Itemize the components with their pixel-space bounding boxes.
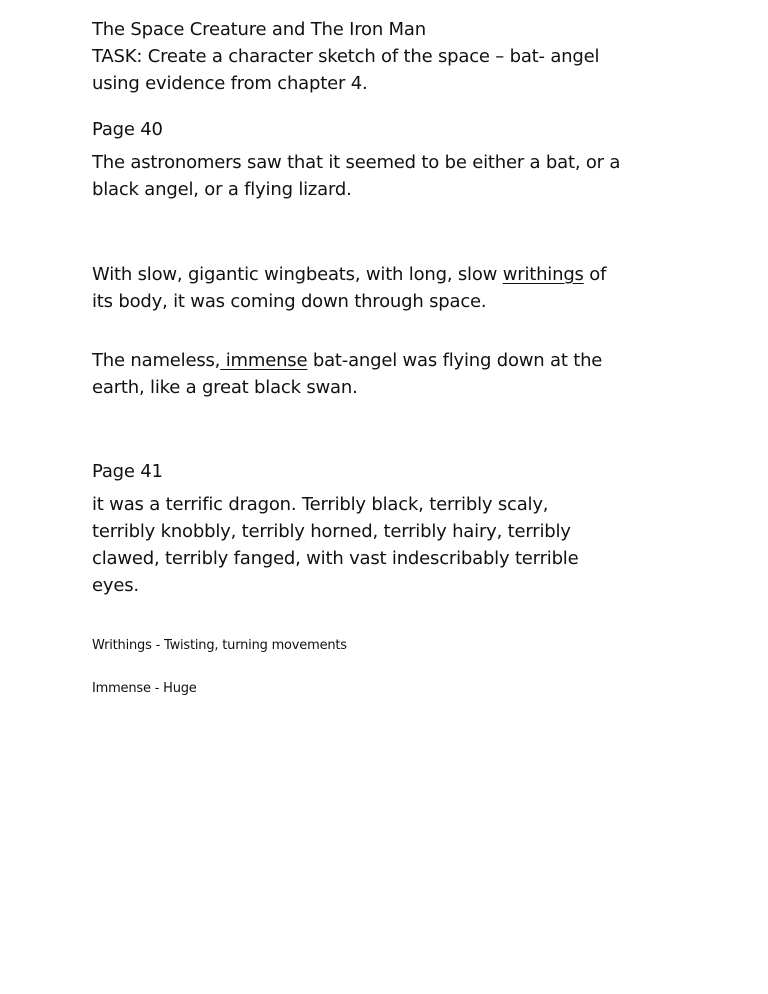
quote-line: it was a terrific dragon. Terribly black, terribly scaly,	[92, 494, 549, 515]
text: bat-angel was flying down at the	[307, 350, 603, 371]
page41-heading	[92, 458, 163, 485]
glossary-writhings	[92, 637, 347, 655]
quote-line: its body, it was coming down through space.	[92, 291, 487, 312]
underlined-word: writhings	[502, 264, 584, 285]
quote-line: black angel, or a flying lizard.	[92, 179, 352, 200]
quote-line	[92, 261, 606, 288]
page40-quote-1	[92, 149, 620, 203]
text: The nameless,	[92, 350, 221, 371]
document-title: The Space Creature and The Iron Man	[92, 19, 426, 40]
task-line-1: TASK: Create a character sketch of the space – bat- angel	[92, 46, 600, 67]
page-heading: Page 40	[92, 119, 163, 140]
page-heading: Page 41	[92, 461, 163, 482]
glossary-entry: Immense - Huge	[92, 681, 197, 696]
underlined-word: immense	[220, 350, 308, 371]
glossary-entry: Writhings - Twisting, turning movements	[92, 638, 347, 653]
quote-line: terribly knobbly, terribly horned, terribly hairy, terribly	[92, 521, 571, 542]
text: of	[583, 264, 607, 285]
quote-line: eyes.	[92, 575, 139, 596]
header-block	[92, 16, 599, 97]
page40-quote-3	[92, 347, 602, 401]
quote-line: earth, like a great black swan.	[92, 377, 358, 398]
text: With slow, gigantic wingbeats, with long, slow	[92, 264, 503, 285]
glossary-immense	[92, 680, 197, 698]
quote-line	[92, 347, 602, 374]
quote-line: The astronomers saw that it seemed to be either a bat, or a	[92, 152, 621, 173]
quote-line: clawed, terribly fanged, with vast indescribably terrible	[92, 548, 579, 569]
task-line-2: using evidence from chapter 4.	[92, 73, 368, 94]
page40-quote-2	[92, 261, 606, 315]
page40-heading	[92, 116, 163, 143]
page41-quote	[92, 491, 578, 599]
